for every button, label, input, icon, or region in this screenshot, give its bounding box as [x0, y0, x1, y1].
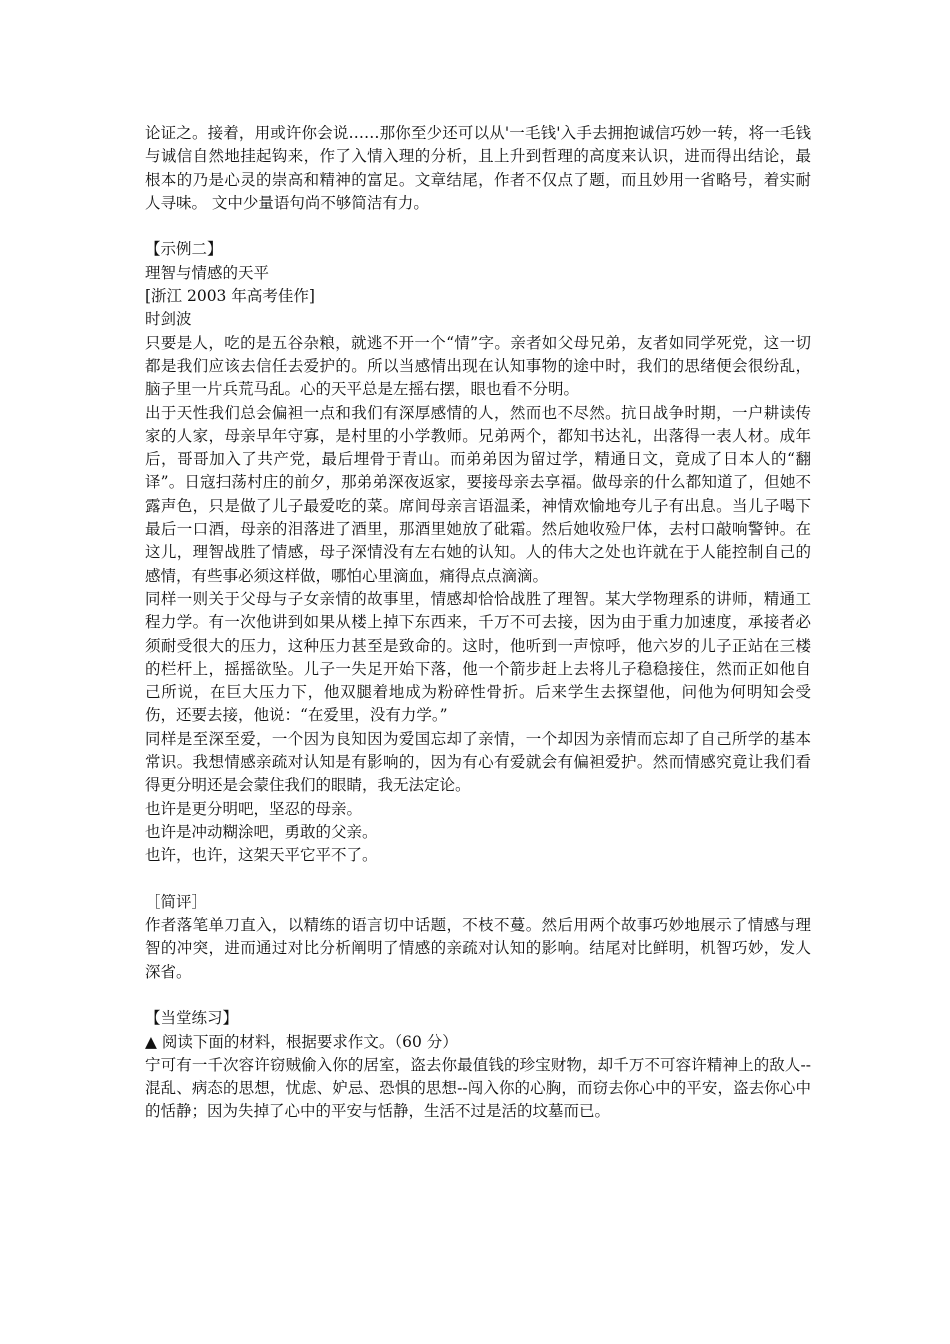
essay-line: 也许是更分明吧，坚忍的母亲。: [145, 799, 363, 818]
essay-author: 时剑波: [145, 310, 192, 329]
document-body: [145, 122, 811, 1124]
essay-paragraph: 同样是至深至爱，一个因为良知因为爱国忘却了亲情，一个却因为亲情而忘却了自己所学的基本常识。我想情感亲疏对认知是有影响的，因为有心有爱就会有偏袒爱护。然而情感究竟让我们看得更分明还是会蒙住我们的眼睛，我无法定论。: [145, 729, 811, 795]
practice-instruction: ▲ 阅读下面的材料，根据要求作文。（60 分）: [145, 1032, 458, 1051]
essay-line: 也许是冲动糊涂吧，勇敢的父亲。: [145, 822, 378, 841]
essay-paragraph: 只要是人，吃的是五谷杂粮，就逃不开一个“情”字。亲者如父母兄弟，友者如同学死党，这一切都是我们应该去信任去爱护的。所以当感情出现在认知事物的途中时，我们的思绪便会很纷乱，脑子里一片兵荒马乱。心的天平总是左摇右摆，眼也看不分明。: [145, 333, 811, 399]
essay-paragraph: 出于天性我们总会偏袒一点和我们有深厚感情的人，然而也不尽然。抗日战争时期，一户耕读传家的人家，母亲早年守寡，是村里的小学教师。兄弟两个，都知书达礼，出落得一表人材。成年后，哥哥加入了共产党，最后埋骨于青山。而弟弟因为留过学，精通日文，竟成了日本人的“翻译”。日寇扫荡村庄的前夕，那弟弟深夜返家，要接母亲去享福。做母亲的什么都知道了，但她不露声色，只是做了儿子最爱吃的菜。席间母亲言语温柔，神情欢愉地夸儿子有出息。当儿子喝下最后一口酒，母亲的泪落进了酒里，那酒里她放了砒霜。然后她收殓尸体，去村口敲响警钟。在这儿，理智战胜了情感，母子深情没有左右她的认知。人的伟大之处也许就在于人能控制自己的感情，有些事必须这样做，哪怕心里滴血，痛得点点滴滴。: [145, 403, 811, 585]
review-continuation: 论证之。接着，用或许你会说……那你至少还可以从'一毛钱'入手去拥抱诚信巧妙一转，将一毛钱与诚信自然地挂起钩来，作了入情入理的分析，且上升到哲理的高度来认识，进而得出结论，最根本的乃是心灵的崇高和精神的富足。文章结尾，作者不仅点了题，而且妙用一省略号，着实耐人寻味。 文中少量语句尚不够简洁有力。: [145, 124, 811, 212]
practice-heading: 【当堂练习】: [145, 1009, 239, 1028]
example-two-heading: 【示例二】: [145, 240, 223, 259]
practice-material: 宁可有一千次容许窃贼偷入你的居室，盗去你最值钱的珍宝财物，却千万不可容许精神上的敌人--混乱、病态的思想，忧虑、妒忌、恐惧的思想--闯入你的心胸，而窃去你心中的平安，盗去你心中的恬静；因为失掉了心中的平安与恬静，生活不过是活的坟墓而已。: [145, 1055, 811, 1121]
brief-review-text: 作者落笔单刀直入，以精练的语言切中话题，不枝不蔓。然后用两个故事巧妙地展示了情感与理智的冲突，进而通过对比分析阐明了情感的亲疏对认知的影响。结尾对比鲜明，机智巧妙，发人深省。: [145, 916, 811, 981]
essay-line: 也许，也许，这架天平它平不了。: [145, 846, 378, 865]
essay-paragraph: 同样一则关于父母与子女亲情的故事里，情感却恰恰战胜了理智。某大学物理系的讲师，精通工程力学。有一次他讲到如果从楼上掉下东西来，千万不可去接，因为由于重力加速度，承接者必须耐受很大的压力，这种压力甚至是致命的。这时，他听到一声惊呼，他六岁的儿子正站在三楼的栏杆上，摇摇欲坠。儿子一失足开始下落，他一个箭步赶上去将儿子稳稳接住，然而正如他自己所说，在巨大压力下，他双腿着地成为粉碎性骨折。后来学生去探望他，问他为何明知会受伤，还要去接，他说：“在爱里，没有力学。”: [145, 589, 811, 725]
blank-line: [145, 215, 811, 238]
essay-title: 理智与情感的天平: [145, 263, 270, 282]
blank-line: [145, 984, 811, 1007]
brief-review-heading: ［简评］: [145, 892, 208, 911]
blank-line: [145, 868, 811, 891]
essay-source: [浙江 2003 年高考佳作]: [145, 287, 315, 306]
